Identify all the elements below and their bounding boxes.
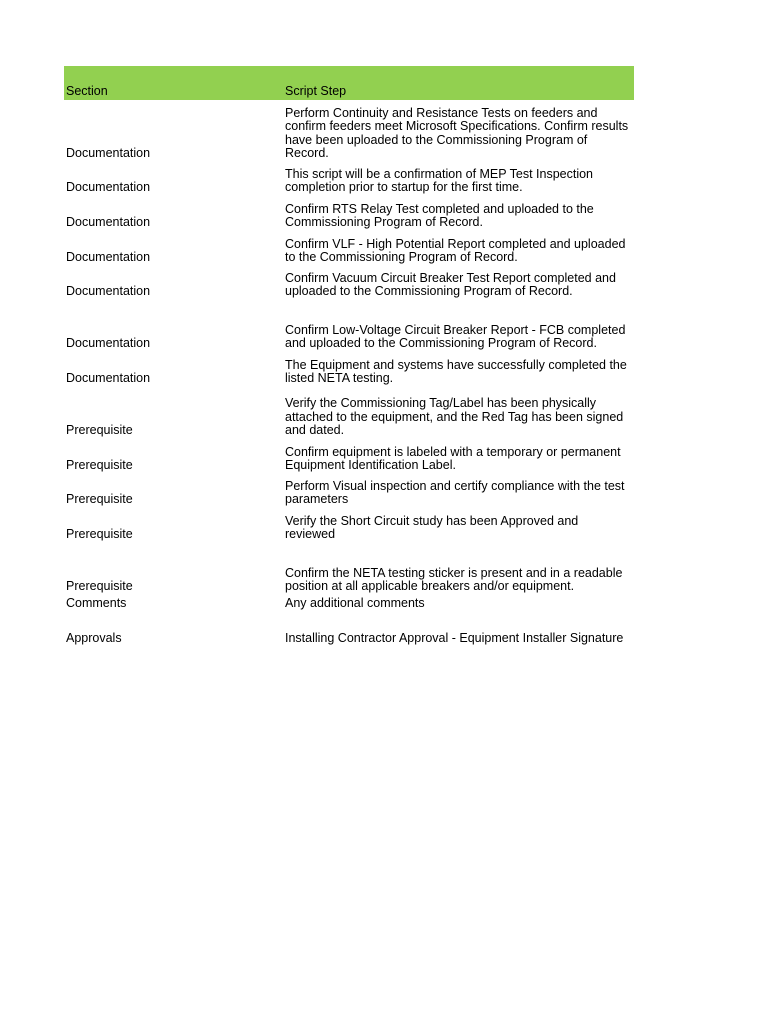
row-section: Approvals bbox=[66, 631, 122, 646]
row-section: Documentation bbox=[66, 336, 151, 351]
row-step: Perform Visual inspection and certify compliance with the test parameters bbox=[285, 478, 625, 507]
row-step: Verify the Short Circuit study has been Approved and reviewed bbox=[285, 513, 579, 542]
header-section: Section bbox=[66, 84, 108, 98]
row-step: Confirm Vacuum Circuit Breaker Test Report completed and uploaded to the Commissioning Program of Record. bbox=[285, 270, 616, 299]
table-row bbox=[64, 265, 634, 299]
row-section: Documentation bbox=[66, 250, 151, 265]
table-row bbox=[64, 386, 634, 438]
row-step: Confirm VLF - High Potential Report completed and uploaded to the Commissioning Program of Record. bbox=[285, 236, 626, 265]
row-step: Verify the Commissioning Tag/Label has been physically attached to the equipment, and the Red Tag has been signed and dated. bbox=[285, 396, 624, 438]
table-row bbox=[64, 195, 634, 230]
spreadsheet-table bbox=[64, 66, 634, 646]
row-step: The Equipment and systems have successfully completed the listed NETA testing. bbox=[285, 357, 627, 386]
row-section: Prerequisite bbox=[66, 458, 133, 473]
table-row bbox=[64, 473, 634, 507]
row-section: Documentation bbox=[66, 215, 151, 230]
table-row bbox=[64, 161, 634, 195]
row-step: Confirm Low-Voltage Circuit Breaker Report - FCB completed and uploaded to the Commissioning Program of Record. bbox=[285, 322, 626, 351]
row-section: Documentation bbox=[66, 371, 151, 386]
table-row bbox=[64, 230, 634, 265]
row-section: Prerequisite bbox=[66, 423, 133, 438]
table-row bbox=[64, 507, 634, 542]
table-row bbox=[64, 100, 634, 161]
header-script-step: Script Step bbox=[285, 84, 347, 98]
row-step: Any additional comments bbox=[285, 596, 425, 611]
row-section: Documentation bbox=[66, 180, 151, 195]
table-row bbox=[64, 299, 634, 351]
table-row bbox=[64, 594, 634, 611]
row-section: Prerequisite bbox=[66, 492, 133, 507]
row-step: This script will be a confirmation of MEP Test Inspection completion prior to startup for the first time. bbox=[285, 166, 594, 195]
row-step: Confirm the NETA testing sticker is present and in a readable position at all applicable breakers and/or equipment. bbox=[285, 565, 623, 594]
table-row bbox=[64, 542, 634, 594]
table-row bbox=[64, 351, 634, 386]
row-step: Perform Continuity and Resistance Tests on feeders and confirm feeders meet Microsoft Specifications. Confirm results have been uploaded to the Commissioning Program of Record. bbox=[285, 105, 629, 161]
row-section: Documentation bbox=[66, 284, 151, 299]
table-row bbox=[64, 611, 634, 646]
row-section: Prerequisite bbox=[66, 579, 133, 594]
table-header-row bbox=[64, 66, 634, 100]
row-section: Comments bbox=[66, 596, 127, 611]
table-row bbox=[64, 438, 634, 473]
row-step: Installing Contractor Approval - Equipment Installer Signature bbox=[285, 631, 624, 646]
row-section: Prerequisite bbox=[66, 527, 133, 542]
row-step: Confirm equipment is labeled with a temporary or permanent Equipment Identification Label. bbox=[285, 444, 621, 473]
row-step: Confirm RTS Relay Test completed and uploaded to the Commissioning Program of Record. bbox=[285, 201, 594, 230]
row-section: Documentation bbox=[66, 146, 151, 161]
